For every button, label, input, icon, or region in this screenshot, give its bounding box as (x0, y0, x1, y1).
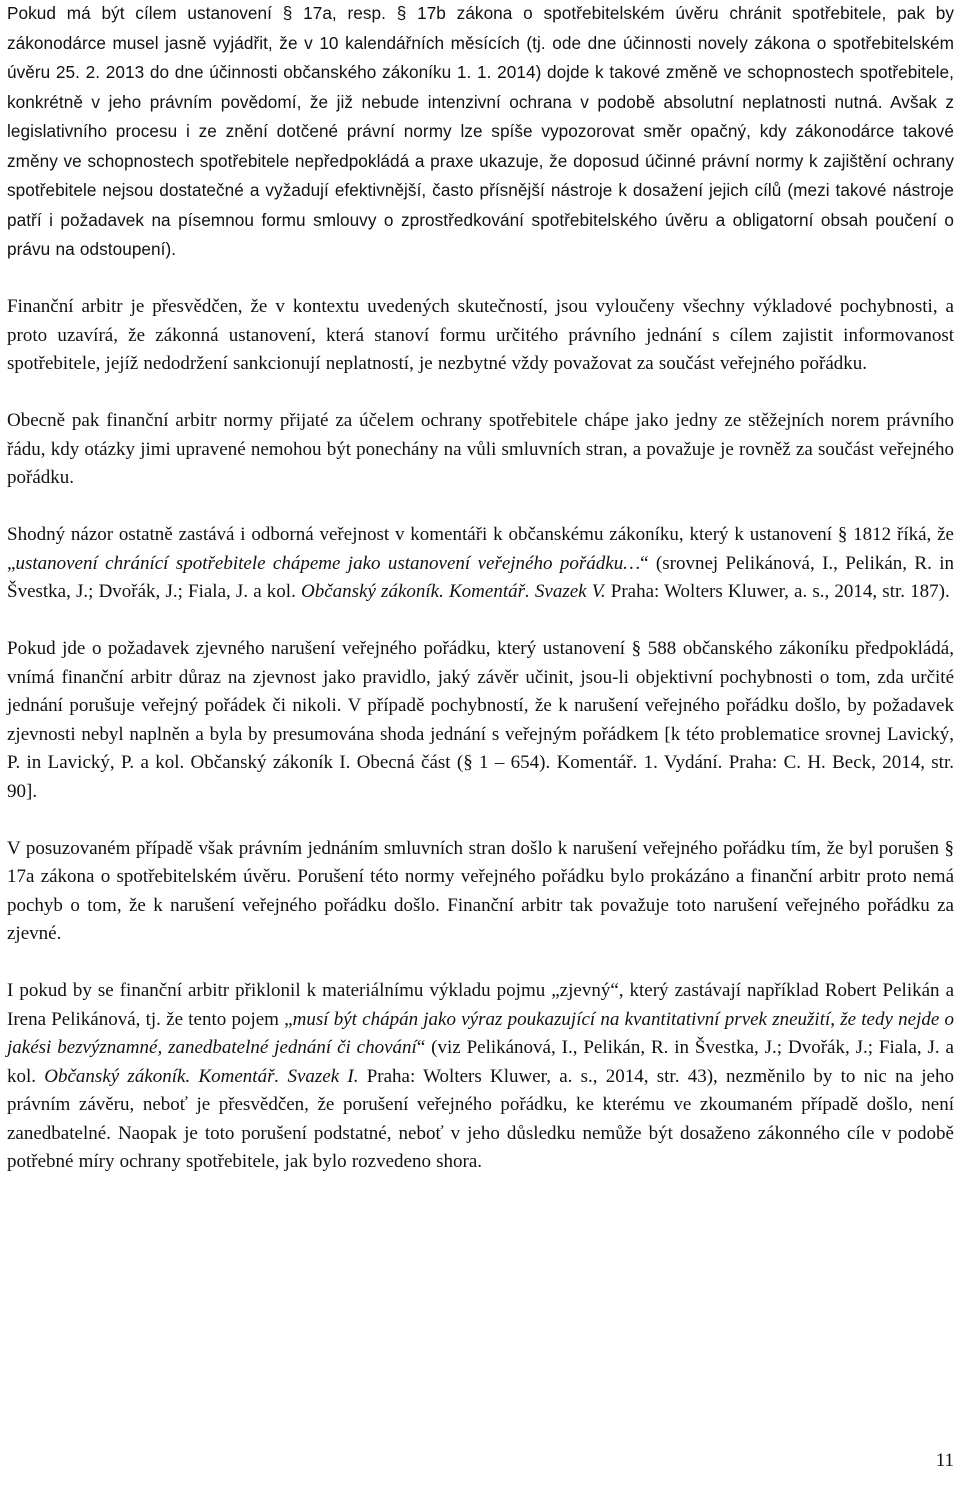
text-segment: Pokud jde o požadavek zjevného narušení veřejného pořádku, který ustanovení § 588 občanského zákoníku předpokládá, vnímá finanční arbitr důraz na zjevnost jako pravidlo, jaký závěr učinit, jsou-li objektivní pochybnosti o tom, zda určité jednání porušuje veřejný pořádek či nikoli. V případě pochybností, že k narušení veřejného pořádku došlo, by požadavek zjevnosti nebyl naplněn a byla by presumována shoda jednání s veřejným pořádkem [k této problematice srovnej Lavický, P. in Lavický, P. a kol. Občanský zákoník I. Obecná část (§ 1 – 654). Komentář. 1. Vydání. Praha: C. H. Beck, 2014, str. 90]. (7, 638, 954, 802)
text-segment: I pokud by se finanční arbitr přiklonil k materiálnímu výkladu pojmu „zjevný“, který zastávají například Robert Pelikán a Irena Pelikánová, tj. že tento pojem „ (7, 980, 954, 1030)
text-segment: Praha: Wolters Kluwer, a. s., 2014, str. 187). (605, 581, 950, 602)
paragraph-4 (7, 521, 954, 607)
paragraph-5 (7, 635, 954, 806)
paragraph-7 (7, 977, 954, 1177)
paragraph-6 (7, 835, 954, 949)
text-segment: “ (srovnej Pelikánová, I., Pelikán, R. in Švestka, J.; Dvořák, J.; Fiala, J. a kol. (7, 552, 954, 602)
text-segment: V posuzovaném případě však právním jednáním smluvních stran došlo k narušení veřejného pořádku tím, že byl porušen § 17a zákona o spotřebitelském úvěru. Porušení této normy veřejného pořádku bylo prokázáno a finanční arbitr proto nemá pochyb o tom, že k narušení veřejného pořádku došlo. Finanční arbitr tak považuje toto narušení veřejného pořádku za zjevné. (7, 837, 954, 944)
text-segment: Pokud má být cílem ustanovení § 17a, resp. § 17b zákona o spotřebitelském úvěru chránit spotřebitele, pak by zákonodárce musel jasně vyjádřit, že v 10 kalendářních měsících (tj. ode dne účinnosti novely zákona o spotřebitelském úvěru 25. 2. 2013 do dne účinnosti občanského zákoníku 1. 1. 2014) dojde k takové změně ve schopnostech spotřebitele, konkrétně v jeho právním povědomí, že již nebude intenzivní ochrana v podobě absolutní neplatnosti nutná. (7, 3, 954, 112)
paragraph-2 (7, 293, 954, 379)
text-segment: “ (viz Pelikánová, I., Pelikán, R. in Švestka, J.; Dvořák, J.; Fiala, J. a kol. (7, 1037, 954, 1087)
citation-title: Občanský zákoník. Komentář. Svazek V. (300, 581, 606, 602)
text-segment: Avšak z legislativního procesu i ze znění dotčené právní normy lze spíše vypozorovat směr opačný, kdy zákonodárce takové změny ve schopnostech spotřebitele nepředpokládá a praxe ukazuje, že doposud účinné právní normy k zajištění ochrany spotřebitele nejsou dostatečné a vyžadují efektivnější, často přísnější nástroje k dosažení jejich cílů (mezi takové nástroje patří i požadavek na písemnou formu smlouvy o zprostředkování spotřebitelského úvěru a obligatorní obsah poučení o právu na odstoupení). (7, 91, 954, 259)
paragraph-3 (7, 407, 954, 493)
quoted-text: musí být chápán jako výraz poukazující na kvantitativní prvek zneužití, že tedy nejde o jakési bezvýznamné, zanedbatelné jednání či chování (7, 1008, 955, 1058)
text-segment: Praha: Wolters Kluwer, a. s., 2014, str. 43), nezměnilo by to nic na jeho právním závěru, neboť je přesvědčen, že porušení veřejného pořádku, ke kterému ve zkoumaném případě došlo, není zanedbatelné. Naopak je toto porušení podstatné, neboť v jeho důsledku nemůže být dosaženo zákonného cíle v podobě potřebné míry ochrany spotřebitele, jak bylo rozvedeno shora. (7, 1065, 954, 1172)
text-segment: Finanční arbitr je přesvědčen, že v kontextu uvedených skutečností, jsou vyloučeny všechny výkladové pochybnosti, a proto uzavírá, že zákonná ustanovení, která stanoví formu určitého právního jednání s cílem zajistit informovanost spotřebitele, jejíž nedodržení sankcionují neplatností, je nezbytné vždy považovat za součást veřejného pořádku. (7, 296, 954, 374)
citation-title: Občanský zákoník. Komentář. Svazek I. (44, 1065, 359, 1087)
page-number: 11 (935, 1450, 954, 1471)
text-segment: Obecně pak finanční arbitr normy přijaté za účelem ochrany spotřebitele chápe jako jedny ze stěžejních norem právního řádu, kdy otázky jimi upravené nemohou být ponechány na vůli smluvních stran, a považuje je rovněž za součást veřejného pořádku. (7, 410, 954, 488)
quoted-text: ustanovení chránící spotřebitele chápeme jako ustanovení veřejného pořádku… (15, 552, 641, 574)
text-segment: Shodný názor ostatně zastává i odborná veřejnost v komentáři k občanskému zákoníku, který k ustanovení § 1812 říká, že „ (7, 524, 954, 574)
paragraph-1 (7, 0, 954, 265)
